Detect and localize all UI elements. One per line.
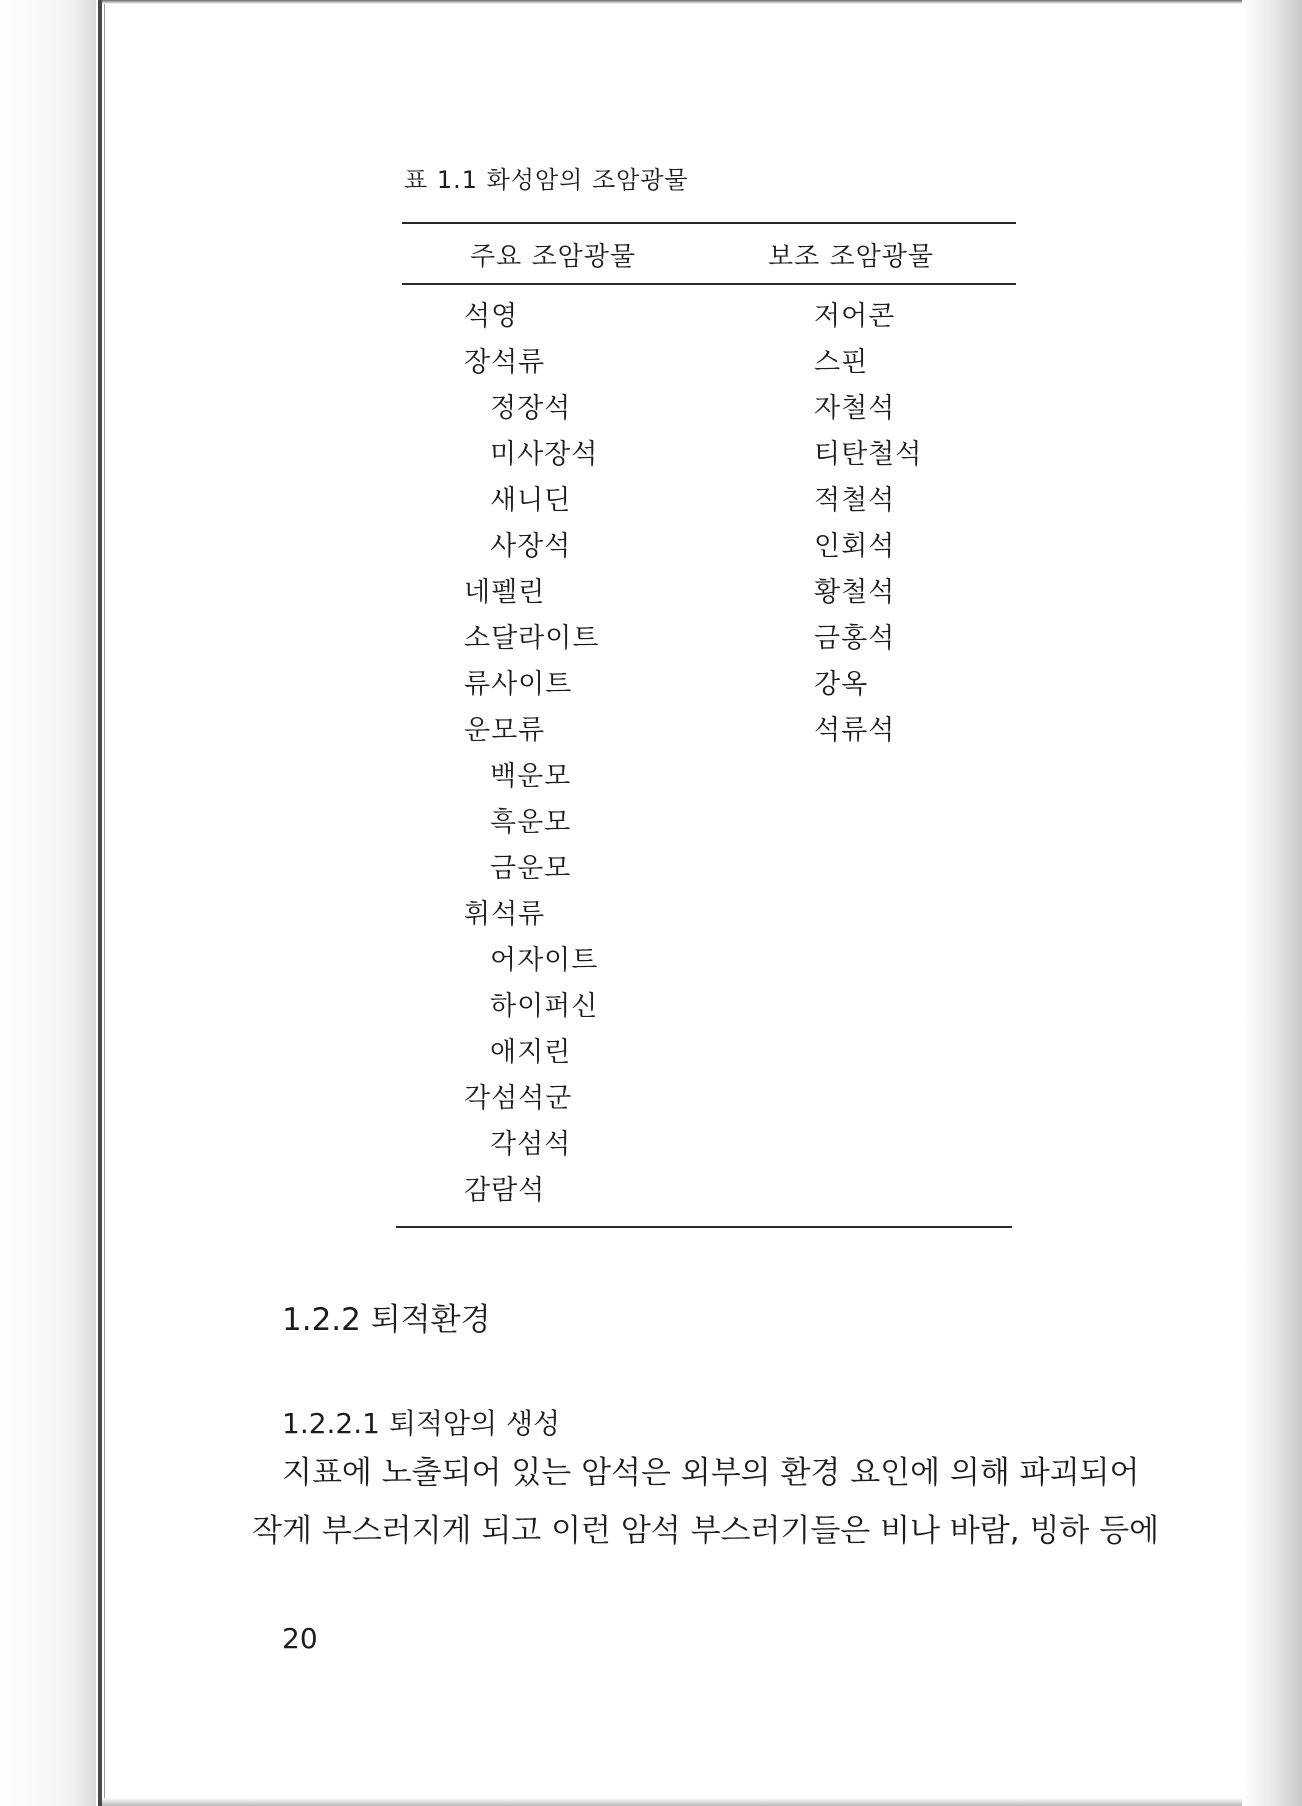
page-bottom-edge — [102, 1798, 1252, 1806]
accessory-mineral-item: 적철석 — [814, 485, 896, 516]
main-mineral-item: 소달라이트 — [464, 623, 600, 654]
section-heading: 1.2.2 퇴적환경 — [282, 1302, 491, 1338]
main-mineral-item: 감람석 — [464, 1175, 546, 1206]
main-mineral-item: 휘석류 — [464, 899, 546, 930]
main-mineral-subitem: 각섬석 — [490, 1129, 572, 1160]
body-line: 작게 부스러지게 되고 이런 암석 부스러기들은 비나 바람, 빙하 등에 — [252, 1513, 1160, 1549]
accessory-minerals-column — [814, 294, 1014, 754]
subsection-heading: 1.2.2.1 퇴적암의 생성 — [282, 1407, 561, 1440]
main-mineral-item: 석영 — [464, 301, 519, 332]
main-mineral-subitem: 백운모 — [490, 761, 572, 792]
accessory-mineral-item: 자철석 — [814, 393, 896, 424]
main-mineral-subitem: 새니딘 — [490, 485, 572, 516]
table-caption: 표 1.1 화성암의 조암광물 — [404, 166, 689, 194]
main-mineral-subitem: 어자이트 — [490, 945, 599, 976]
book-spine-edge-inner — [104, 0, 105, 1806]
main-mineral-subitem: 사장석 — [490, 531, 572, 562]
book-spine-edge — [98, 0, 102, 1806]
accessory-mineral-item: 스핀 — [814, 347, 869, 378]
accessory-mineral-item: 석류석 — [814, 715, 896, 746]
body-paragraph — [252, 1444, 1160, 1560]
page-gutter-shadow — [0, 0, 96, 1806]
accessory-mineral-item: 인회석 — [814, 531, 896, 562]
main-mineral-subitem: 애지린 — [490, 1037, 572, 1068]
main-mineral-subitem: 미사장석 — [490, 439, 599, 470]
body-line: 지표에 노출되어 있는 암석은 외부의 환경 요인에 의해 파괴되어 — [282, 1455, 1140, 1491]
main-mineral-item: 류사이트 — [464, 669, 573, 700]
accessory-mineral-item: 강옥 — [814, 669, 869, 700]
table-header-main-minerals: 주요 조암광물 — [470, 242, 636, 272]
table-header-rule — [402, 283, 1016, 285]
main-mineral-subitem: 금운모 — [490, 853, 572, 884]
main-mineral-subitem: 흑운모 — [490, 807, 572, 838]
accessory-mineral-item: 저어콘 — [814, 301, 896, 332]
main-minerals-column — [464, 294, 764, 1214]
page-number: 20 — [282, 1622, 318, 1655]
main-mineral-item: 각섬석군 — [464, 1083, 573, 1114]
table-header-accessory-minerals: 보조 조암광물 — [768, 242, 934, 272]
accessory-mineral-item: 황철석 — [814, 577, 896, 608]
table-top-rule — [402, 222, 1016, 224]
accessory-mineral-item: 금홍석 — [814, 623, 896, 654]
table-bottom-rule — [396, 1226, 1012, 1228]
accessory-mineral-item: 티탄철석 — [814, 439, 923, 470]
main-mineral-item: 운모류 — [464, 715, 546, 746]
main-mineral-subitem: 하이퍼신 — [490, 991, 599, 1022]
main-mineral-subitem: 정장석 — [490, 393, 572, 424]
page-right-shadow — [1242, 0, 1302, 1806]
main-mineral-item: 장석류 — [464, 347, 546, 378]
main-mineral-item: 네펠린 — [464, 577, 546, 608]
page-top-edge — [102, 0, 1252, 4]
